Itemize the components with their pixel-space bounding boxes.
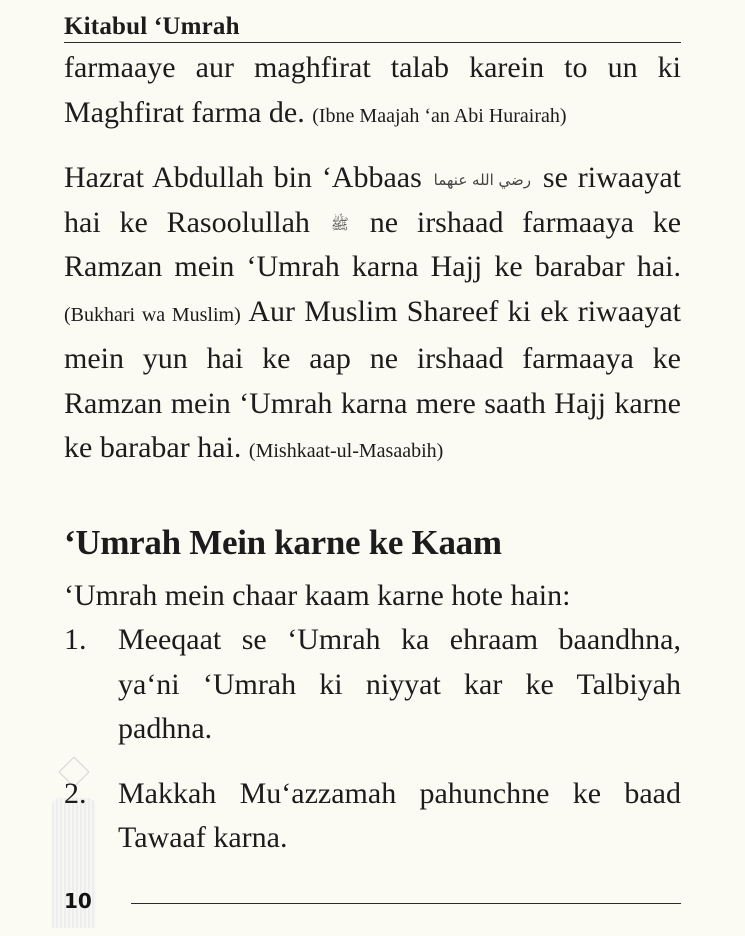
section-intro: ‘Umrah mein chaar kaam karne hote hain:	[64, 578, 571, 612]
paragraph-hadith	[64, 156, 681, 474]
paragraph-text: farmaaye aur maghfirat talab karein to un ki Maghfirat farma de.	[64, 51, 681, 129]
list-item-number: 2.	[64, 776, 87, 810]
page-number: 10	[64, 889, 92, 913]
citation: (Ibne Maajah ‘an Abi Hurairah)	[312, 104, 567, 127]
page-content	[64, 46, 681, 861]
salawat-glyph-icon: ﷺ	[330, 215, 349, 234]
list-item	[64, 618, 681, 752]
footer-divider	[131, 903, 681, 904]
citation: (Bukhari wa Muslim)	[64, 303, 241, 326]
list-item	[64, 772, 681, 861]
citation: (Mishkaat-ul-Masaabih)	[248, 440, 444, 462]
paragraph-text: se riwaayat hai ke Rasoolullah	[64, 161, 682, 239]
list-item-text: Makkah Mu‘azzamah pahunchne ke baad Tawaaf karna.	[118, 776, 681, 854]
section-heading: ‘Umrah Mein karne ke Kaam	[64, 522, 502, 562]
list-item-number: 1.	[64, 623, 87, 656]
honorific-glyph-icon: رضي الله عنهما	[433, 170, 532, 189]
paragraph-text: ne irshaad farmaaya ke Ramzan mein ‘Umrah karna Hajj ke barabar hai.	[64, 205, 682, 283]
running-header	[64, 12, 681, 43]
list-item-text: Meeqaat se ‘Umrah ka ehraam baandhna, ya‘ni ‘Umrah ki niyyat kar ke Talbiyah padhna.	[118, 623, 681, 745]
paragraph-text: Aur Muslim Shareef ki ek riwaayat mein yun hai ke aap ne irshaad farmaaya ke Ramzan mein ‘Umrah karna mere saath Hajj karne ke barabar hai.	[64, 294, 681, 464]
paragraph-continuation	[64, 46, 681, 138]
paragraph-text: Hazrat Abdullah bin ‘Abbaas	[64, 161, 422, 194]
steps-list	[64, 618, 681, 861]
header-title: Kitabul ‘Umrah	[64, 13, 240, 40]
